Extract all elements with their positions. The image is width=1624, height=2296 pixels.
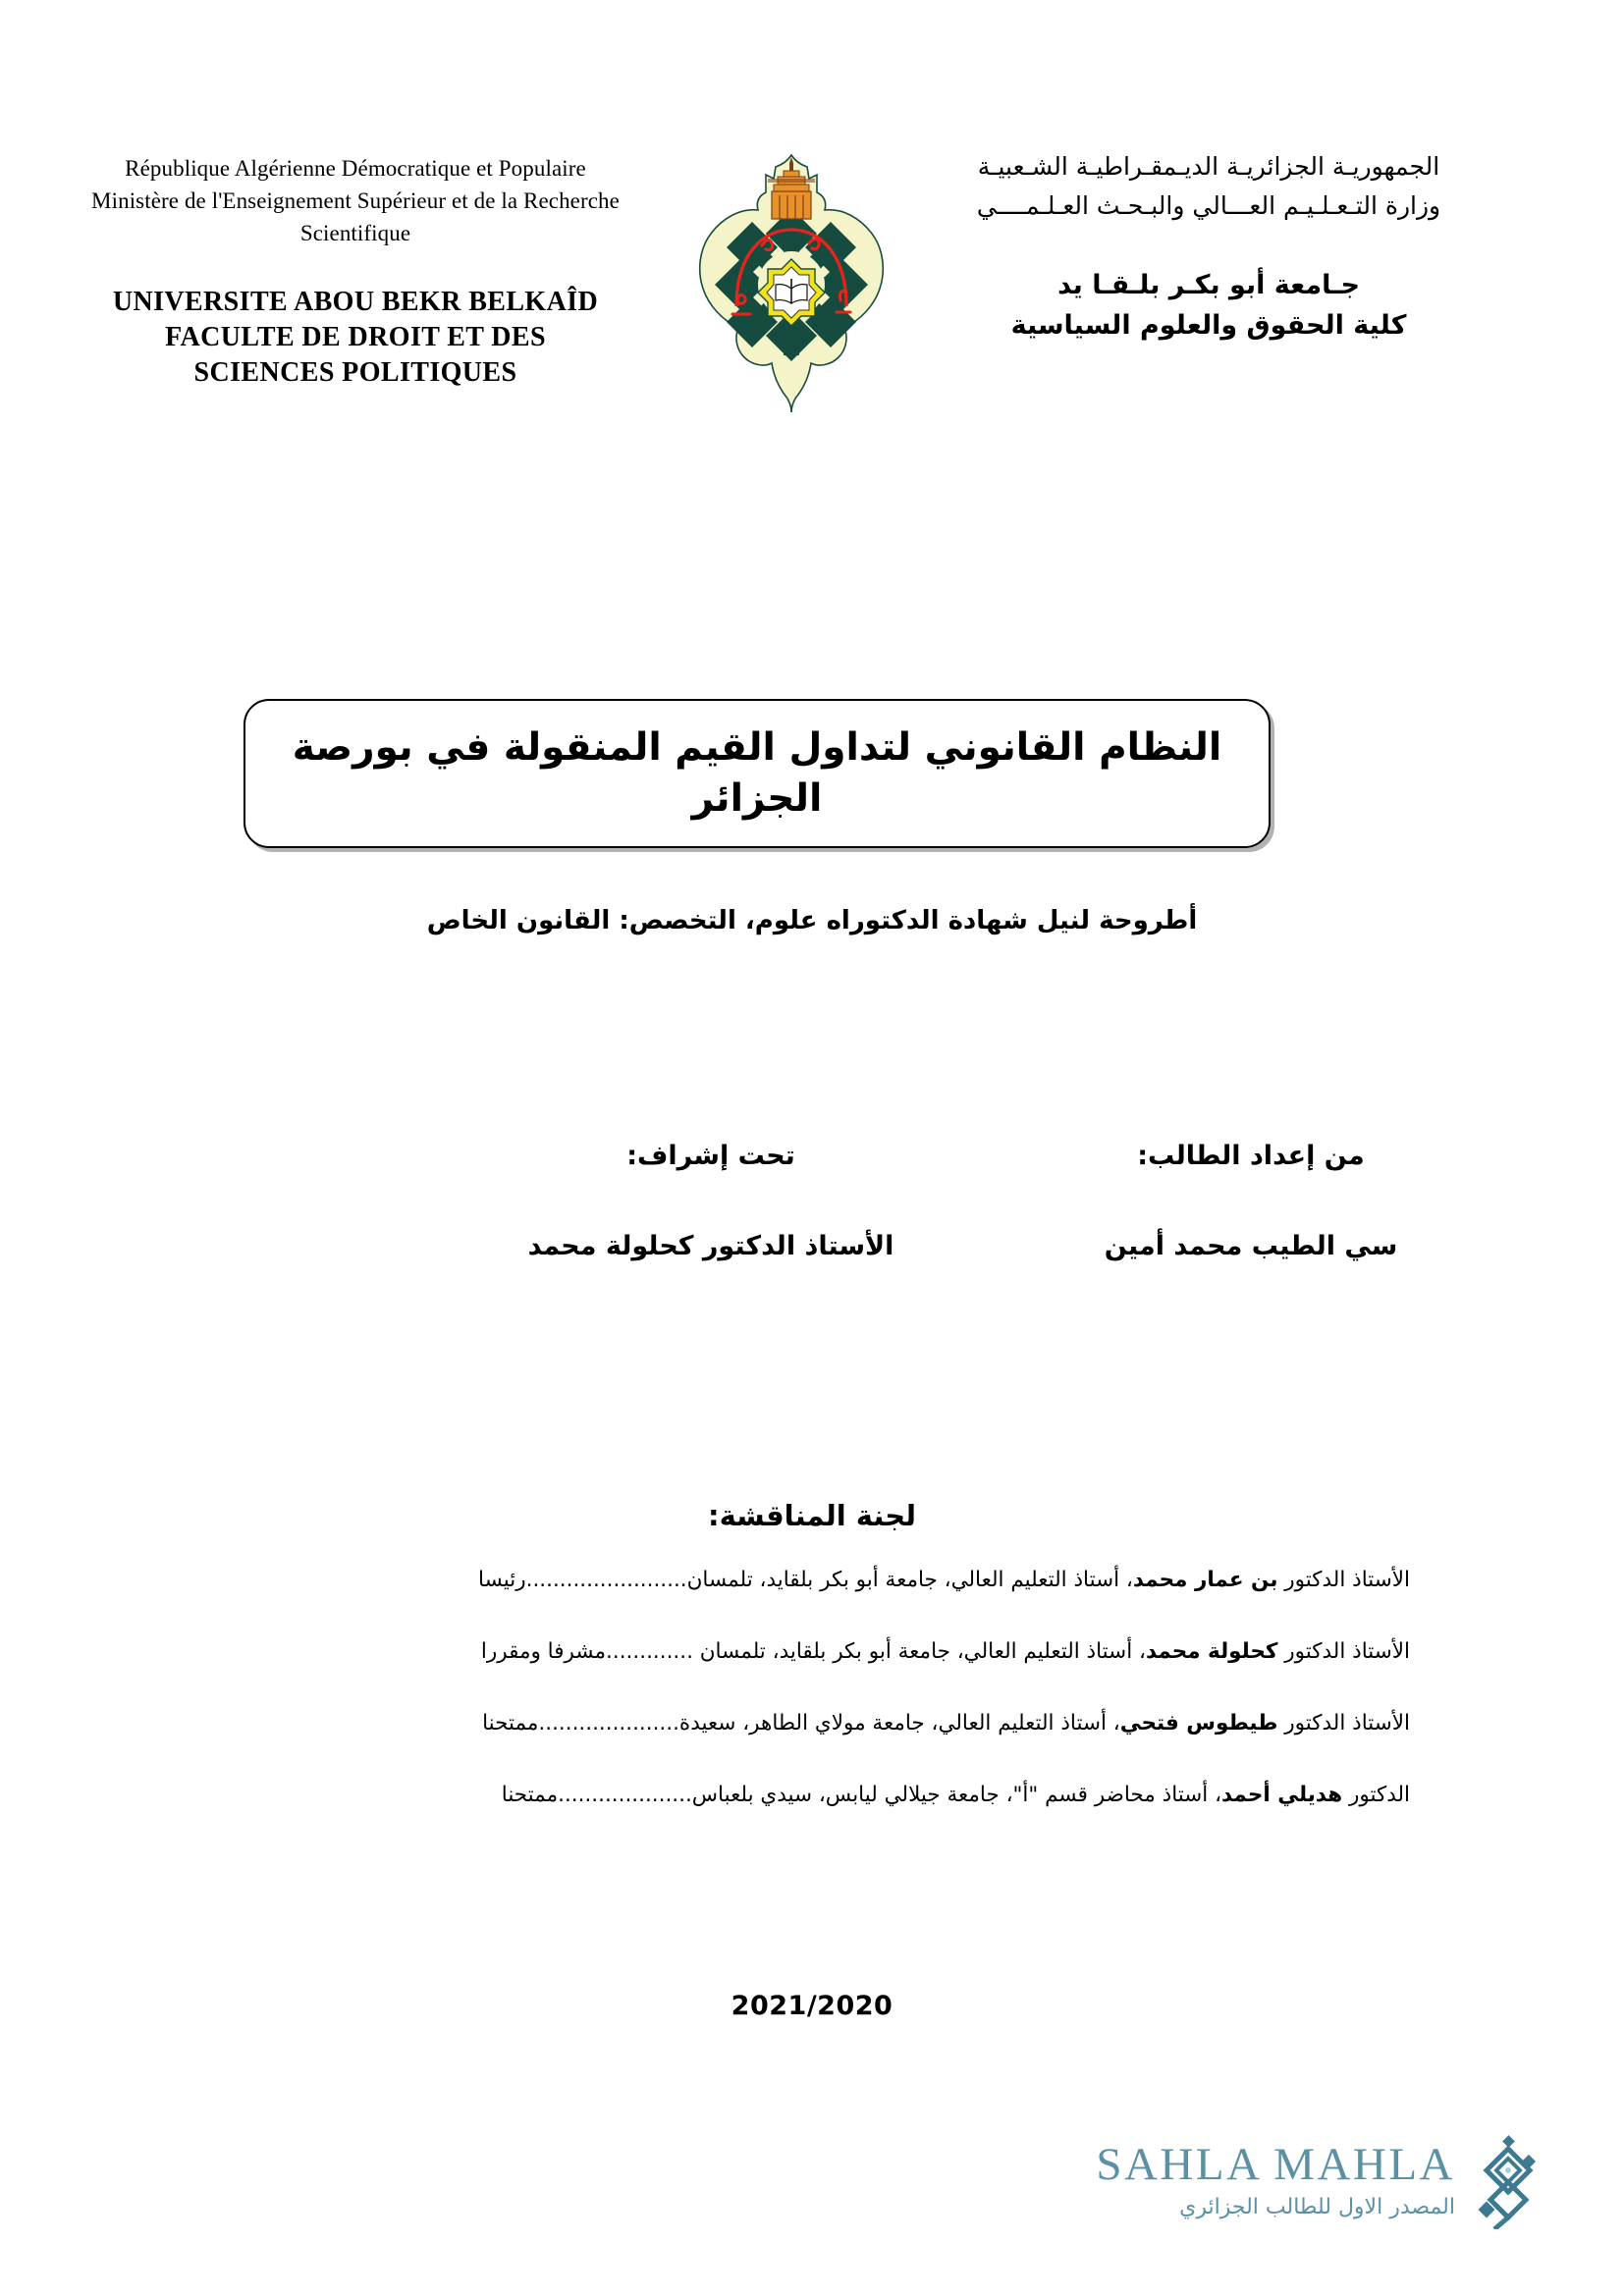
sahla-mahla-watermark (1039, 2135, 1549, 2258)
university-emblem-icon (693, 149, 890, 422)
jury-member-name: طيطوس فتحي (1119, 1711, 1278, 1735)
ministry-line-ar: وزارة التـعـلـيـم العـــالي والبـحـث العـلـمــــي (976, 191, 1441, 220)
thesis-subtitle: أطروحة لنيل شهادة الدكتوراه علوم، التخصص: القانون الخاص (426, 906, 1198, 935)
student-column (1015, 1139, 1487, 1264)
jury-member-name: كحلولة محمد (1145, 1639, 1278, 1664)
academic-year: 2021/2020 (731, 1991, 893, 2021)
sahla-mahla-logo-icon (1465, 2135, 1549, 2229)
header-french-block (22, 152, 689, 391)
page-header (0, 0, 1624, 452)
student-name: سي الطيب محمد أمين (1104, 1231, 1398, 1261)
jury-member-rest: ، أستاذ التعليم العالي، جامعة أبو بكر بلقايد، تلمسان........................رئيسا (478, 1568, 1133, 1592)
thesis-title-box (244, 699, 1271, 848)
ministry-line-2: Ministère de l'Enseignement Supérieur et de la Recherche (91, 188, 620, 213)
university-arabic-block (870, 265, 1547, 346)
jury-section (0, 1497, 1624, 1852)
jury-member-row (214, 1566, 1410, 1595)
university-french-block (22, 285, 689, 391)
supervisor-column (475, 1139, 947, 1264)
university-name-ar: جـامعة أبو بكـر بلـقـا يد (1057, 270, 1360, 300)
faculty-name-ar: كلية الحقوق والعلوم السياسية (1010, 310, 1407, 341)
faculty-name-fr-line-1: FACULTE DE DROIT ET DES (165, 322, 546, 352)
republic-line-ar: الجمهوريـة الجزائريـة الديـمقـراطيـة الشـعبيـة (977, 152, 1440, 181)
jury-member-row (214, 1709, 1410, 1738)
jury-member-row (214, 1781, 1410, 1810)
supervisor-name: الأستاذ الدكتور كحلولة محمد (527, 1231, 894, 1261)
jury-member-name: بن عمار محمد (1132, 1568, 1278, 1592)
jury-member-rest: ، أستاذ التعليم العالي، جامعة مولاي الطاهر، سعيدة.....................ممتحنا (482, 1711, 1120, 1735)
people-section (0, 1139, 1624, 1315)
sahla-mahla-text-block (1039, 2135, 1465, 2223)
header-arabic-block (870, 147, 1547, 346)
thesis-title: النظام القانوني لتداول القيم المنقولة في بورصة الجزائر (292, 725, 1222, 821)
university-name-fr: UNIVERSITE ABOU BEKR BELKAÎD (112, 287, 599, 317)
faculty-name-fr-line-2: SCIENCES POLITIQUES (193, 357, 517, 388)
ministry-line-3: Scientifique (299, 221, 411, 245)
sahla-mahla-title: SAHLA MAHLA (1096, 2139, 1455, 2190)
jury-member-row (214, 1637, 1410, 1667)
jury-list (0, 1566, 1624, 1810)
jury-member-rest: ، أستاذ التعليم العالي، جامعة أبو بكر بلقايد، تلمسان .............مشرفا ومقررا (480, 1639, 1146, 1664)
jury-heading: لجنة المناقشة: (708, 1499, 916, 1532)
sahla-mahla-subtitle: المصدر الاول للطالب الجزائري (1179, 2195, 1455, 2219)
student-label: من إعداد الطالب: (1137, 1141, 1365, 1171)
supervisor-label: تحت إشراف: (626, 1141, 795, 1171)
jury-member-name: هديلي أحمد (1221, 1783, 1343, 1807)
ministry-line-1: République Algérienne Démocratique et Populaire (125, 156, 586, 181)
jury-member-prefix: الأستاذ الدكتور (1277, 1711, 1410, 1735)
jury-member-prefix: الأستاذ الدكتور (1277, 1568, 1410, 1592)
jury-member-prefix: الدكتور (1342, 1783, 1410, 1807)
jury-member-rest: ، أستاذ محاضر قسم "أ"، جامعة جيلالي ليابس، سيدي بلعباس....................ممتحنا (501, 1783, 1222, 1807)
jury-member-prefix: الأستاذ الدكتور (1277, 1639, 1410, 1664)
